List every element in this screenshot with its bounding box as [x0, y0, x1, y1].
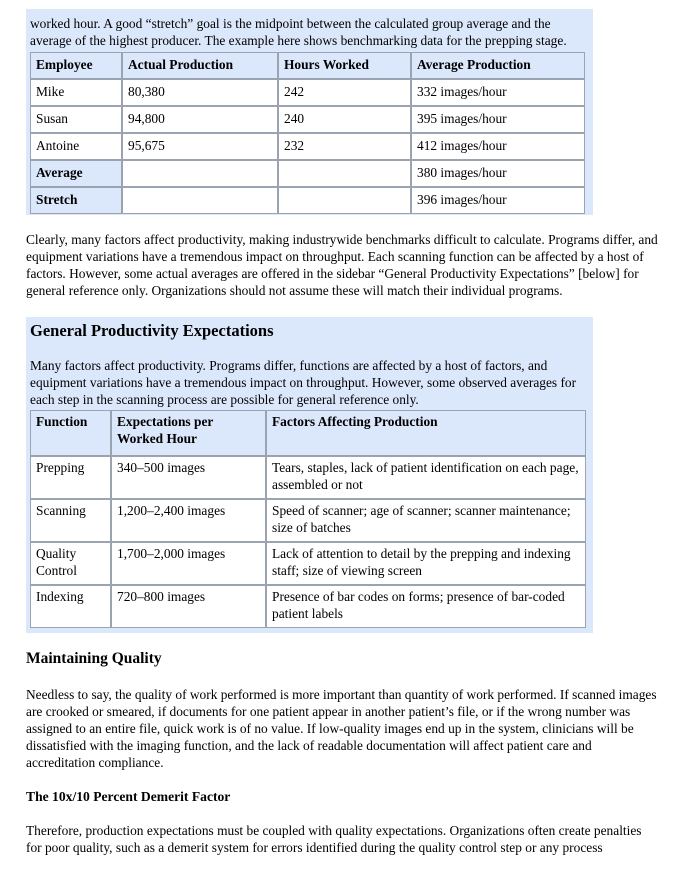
empty-cell	[278, 160, 411, 187]
table-row	[30, 542, 586, 585]
function-cell: Quality Control	[30, 542, 111, 585]
factors-cell: Presence of bar codes on forms; presence of bar-coded patient labels	[266, 585, 586, 628]
employee-cell: Susan	[30, 106, 122, 133]
average-cell: 395 images/hour	[411, 106, 585, 133]
table-row	[30, 106, 585, 133]
factors-cell: Speed of scanner; age of scanner; scanner maintenance; size of batches	[266, 499, 586, 542]
function-cell: Prepping	[30, 456, 111, 499]
table-row	[30, 133, 585, 160]
sidebar-intro: Many factors affect productivity. Programs differ, functions are affected by a host of factors, and equipment variations have a tremendous impact on throughput. However, some observed averages for each step in the scanning process are possible for general reference only.	[30, 358, 577, 407]
expectation-cell: 340–500 images	[111, 456, 266, 499]
stretch-label: Stretch	[30, 187, 122, 214]
production-cell: 95,675	[122, 133, 278, 160]
table-row	[30, 456, 586, 499]
hours-cell: 232	[278, 133, 411, 160]
table-row	[30, 79, 585, 106]
factors-cell: Tears, staples, lack of patient identification on each page, assembled or not	[266, 456, 586, 499]
table-row	[30, 585, 586, 628]
empty-cell	[278, 187, 411, 214]
table-row	[30, 499, 586, 542]
sidebar-title: General Productivity Expectations	[30, 321, 274, 340]
header-expectations: Expectations per Worked Hour	[111, 410, 266, 456]
productivity-sidebar	[26, 317, 593, 633]
demerit-factor-heading: The 10x/10 Percent Demerit Factor	[26, 789, 231, 804]
empty-cell	[122, 187, 278, 214]
header-factors: Factors Affecting Production	[266, 410, 586, 456]
average-label: Average	[30, 160, 122, 187]
expectation-cell: 1,700–2,000 images	[111, 542, 266, 585]
stretch-row	[30, 187, 585, 214]
employee-cell: Mike	[30, 79, 122, 106]
hours-cell: 240	[278, 106, 411, 133]
header-employee: Employee	[30, 52, 122, 79]
expectation-cell: 720–800 images	[111, 585, 266, 628]
average-value: 380 images/hour	[411, 160, 585, 187]
header-average-production: Average Production	[411, 52, 585, 79]
function-cell: Indexing	[30, 585, 111, 628]
header-actual-production: Actual Production	[122, 52, 278, 79]
maintaining-quality-heading: Maintaining Quality	[26, 650, 162, 667]
average-cell: 332 images/hour	[411, 79, 585, 106]
maintaining-quality-paragraph: Needless to say, the quality of work performed is more important than quantity of work performed. If scanned images are crooked or smeared, if documents for one patient appear in another patient’s file, or if the wrong number was assigned to an entire file, quick work is of no value. If low-quality images end up in the system, clinicians will be dissatisfied with the imaging function, and the lack of readable documentation will affect patient care and accreditation compliance.	[26, 687, 657, 770]
production-cell: 94,800	[122, 106, 278, 133]
function-cell: Scanning	[30, 499, 111, 542]
average-row	[30, 160, 585, 187]
average-cell: 412 images/hour	[411, 133, 585, 160]
factors-cell: Lack of attention to detail by the prepping and indexing staff; size of viewing screen	[266, 542, 586, 585]
benchmark-intro: worked hour. A good “stretch” goal is the midpoint between the calculated group average and the average of the highest producer. The example here shows benchmarking data for the prepping stage.	[30, 16, 567, 48]
hours-cell: 242	[278, 79, 411, 106]
employee-cell: Antoine	[30, 133, 122, 160]
stretch-value: 396 images/hour	[411, 187, 585, 214]
benchmark-panel	[26, 9, 593, 215]
table-header-row	[30, 410, 586, 456]
expectation-cell: 1,200–2,400 images	[111, 499, 266, 542]
demerit-factor-paragraph: Therefore, production expectations must be coupled with quality expectations. Organizations often create penalties for poor quality, such as a demerit system for errors identified during the quality control step or any process	[26, 823, 642, 855]
expectations-table	[30, 410, 586, 628]
header-hours-worked: Hours Worked	[278, 52, 411, 79]
benchmark-paragraph: Clearly, many factors affect productivity, making industrywide benchmarks difficult to calculate. Programs differ, and equipment variations have a tremendous impact on throughput. Each scanning function can be affected by a host of factors. However, some actual averages are offered in the sidebar “General Productivity Expectations” [below] for general reference only. Organizations should not assume these will match their individual programs.	[26, 232, 658, 298]
table-header-row	[30, 52, 585, 79]
empty-cell	[122, 160, 278, 187]
production-cell: 80,380	[122, 79, 278, 106]
header-function: Function	[30, 410, 111, 456]
benchmark-table	[30, 52, 585, 214]
